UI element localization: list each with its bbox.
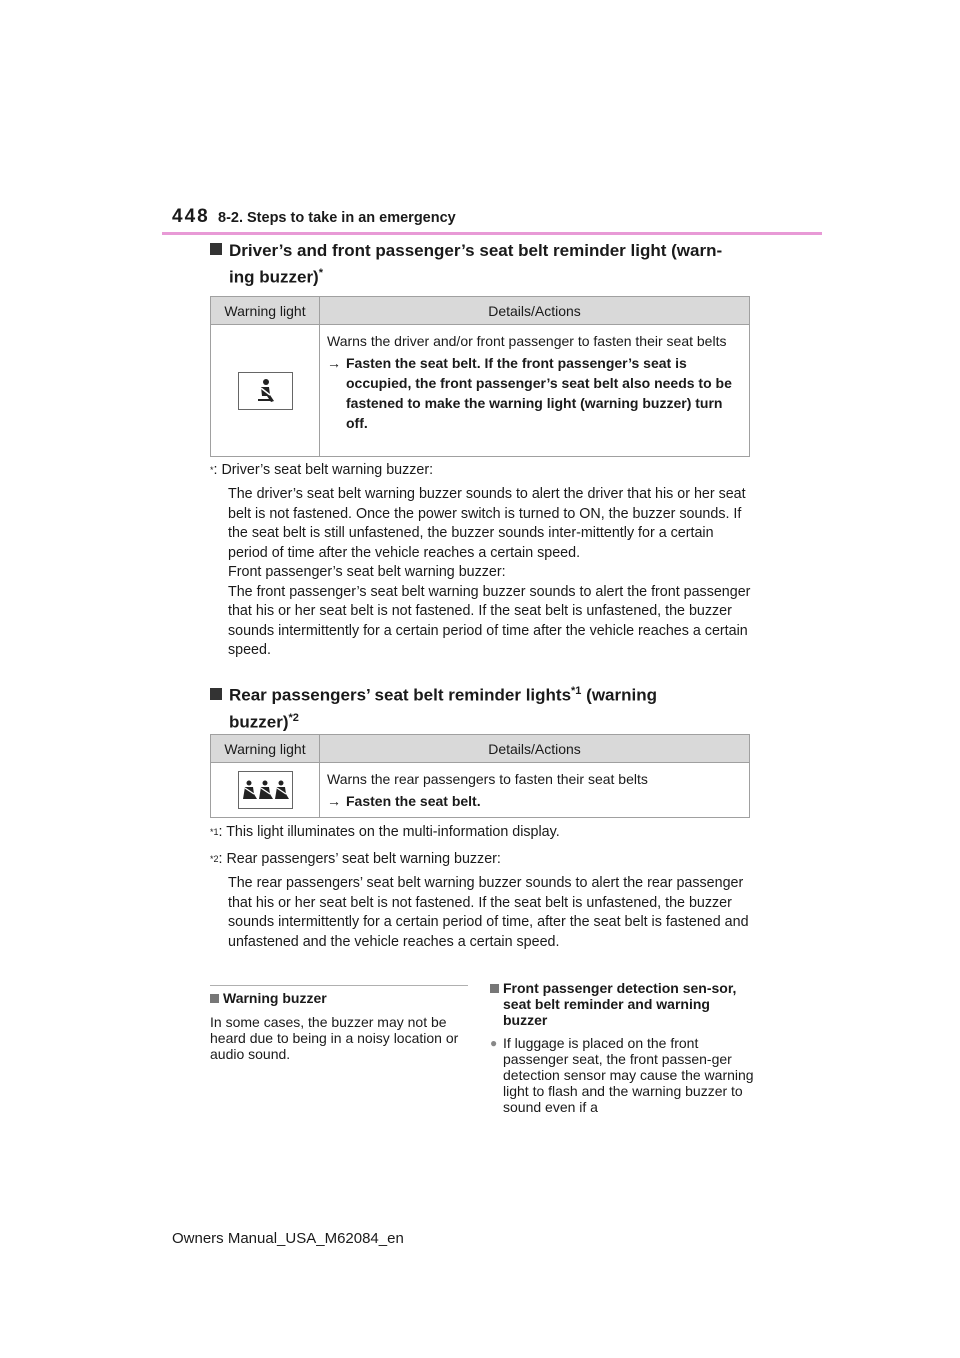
header-rule	[162, 232, 822, 235]
warning-light-table-1	[210, 296, 750, 457]
square-bullet-icon	[210, 243, 222, 255]
arrow-icon: →	[327, 793, 341, 809]
square-bullet-icon	[490, 984, 499, 993]
column-header-details: Details/Actions	[320, 735, 750, 763]
footnote-rear-buzzer: $^{*2}$ : Rear passengers’ seat belt warning buzzer: The rear passengers’ seat belt warning buzzer sounds to alert the rear passenger that his or her seat belt is not fastened. If the seat belt is unfastened, the buzzer sounds intermittently for a certain period of time, after the seat belt is fastened and unfastened and the vehicle reaches a certain speed.	[210, 851, 749, 950]
section2-heading: Rear passengers’ seat belt reminder lights$^{*1}$ (warning buzzer)$^{*2}$	[210, 680, 657, 733]
passenger-sensor-box: Front passenger detection sen-sor, seat belt reminder and warning buzzer ● If luggage is placed on the front passenger seat, the front passen-ger detection sensor may cause the warning light to flash and the warning buzzer to sound even if a	[490, 980, 754, 1115]
square-bullet-icon	[210, 994, 219, 1003]
footnote-multi-info: $^{*1}$ : This light illuminates on the multi-information display.	[210, 824, 560, 840]
action-text: → Fasten the seat belt. If the front passenger’s seat is occupied, the front passenger’s seat belt also needs to be fastened to make the warning light (warning buzzer) turn off.	[327, 355, 732, 431]
action-text: → Fasten the seat belt.	[327, 793, 481, 809]
column-rule	[210, 985, 468, 986]
column-header-details: Details/Actions	[320, 297, 750, 325]
page-number: 448	[172, 206, 210, 227]
section-title: 8-2. Steps to take in an emergency	[218, 210, 456, 226]
footer-manual-id: Owners Manual_USA_M62084_en	[172, 1230, 404, 1247]
details-text: Warns the driver and/or front passenger to fasten their seat belts	[327, 333, 727, 349]
warning-buzzer-box: Warning buzzer In some cases, the buzzer may not be heard due to being in a noisy location or audio sound.	[210, 990, 459, 1062]
warning-light-table-2	[210, 734, 750, 818]
footnote-driver-buzzer: * : Driver’s seat belt warning buzzer: The driver’s seat belt warning buzzer sounds to alert the driver that his or her seat belt is not fastened. Once the power switch is turned to ON, the buzzer sounds. If the seat belt is still unfastened, the buzzer sounds inter-mittently for a certain period of time after the vehicle reaches a certain speed. Front passenger’s seat belt warning buzzer: The front passenger’s seat belt warning buzzer sounds to alert the front passenger that his or her seat belt is not fastened. If the seat belt is unfastened, the buzzer sounds intermittently for a certain period of time after the vehicle reaches a certain speed.	[210, 462, 751, 659]
seatbelt-icon	[238, 372, 293, 410]
rear-seatbelt-icon	[238, 771, 293, 809]
circle-bullet-icon: ●	[490, 1036, 498, 1050]
details-text: Warns the rear passengers to fasten their seat belts	[327, 771, 648, 787]
section1-heading: Driver’s and front passenger’s seat belt reminder light (warn- ing buzzer)*	[210, 240, 722, 289]
column-header-warning-light: Warning light	[211, 735, 320, 763]
column-header-warning-light: Warning light	[211, 297, 320, 325]
square-bullet-icon	[210, 688, 222, 700]
arrow-icon: →	[327, 355, 341, 371]
